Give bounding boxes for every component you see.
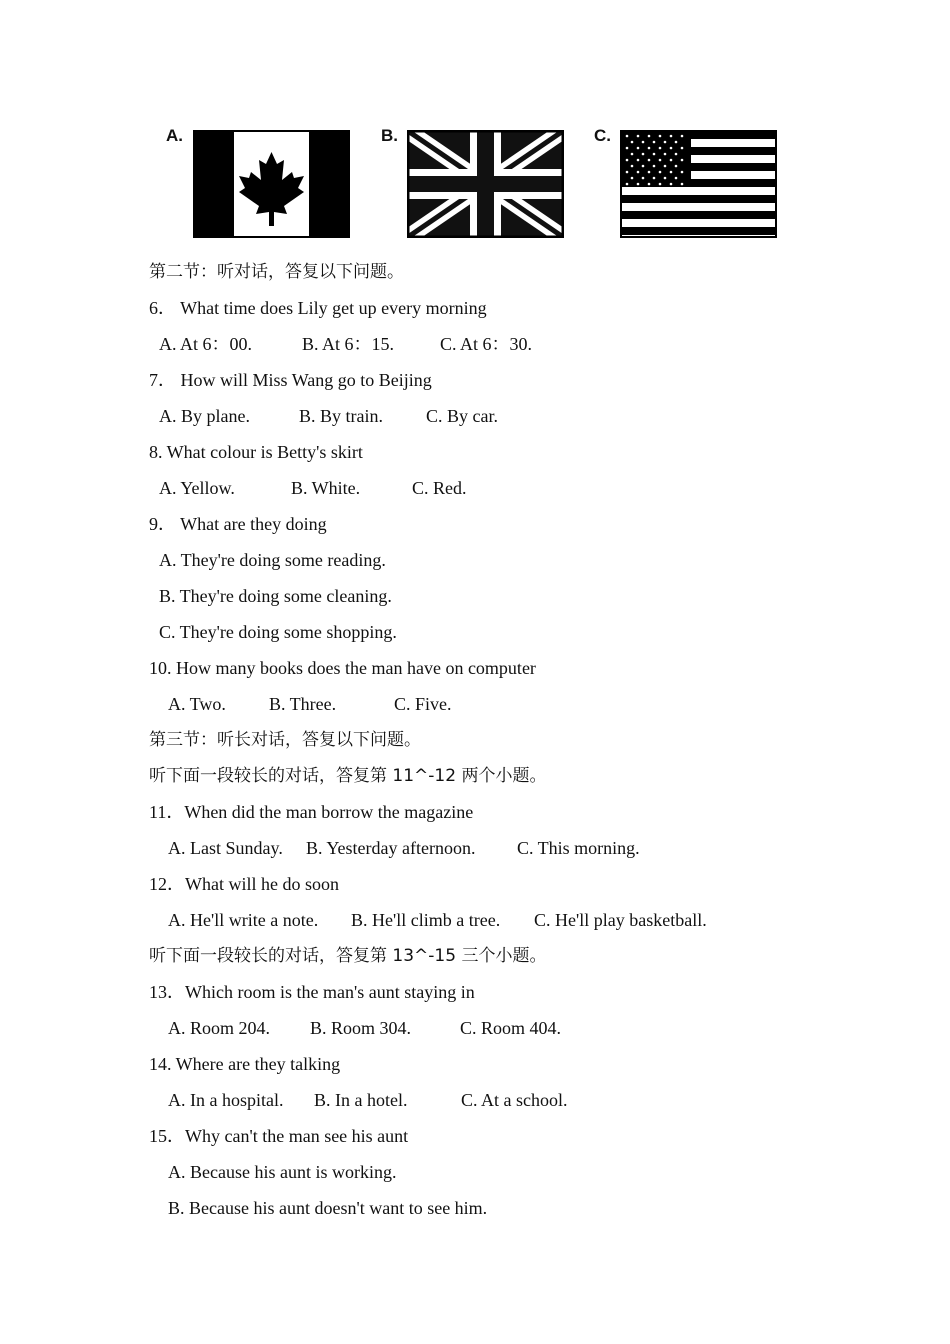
- option-b: B. Three.: [269, 694, 337, 714]
- question-text: 9． What are they doing: [149, 514, 327, 534]
- option-b: B. By train.: [299, 406, 383, 426]
- option-b: B. In a hotel.: [314, 1090, 408, 1110]
- question-text: 15．Why can't the man see his aunt: [149, 1126, 409, 1146]
- options-row: [149, 1014, 909, 1050]
- flag-options: [0, 0, 950, 250]
- option-a: A. They're doing some reading.: [159, 550, 386, 570]
- option-a: A. He'll write a note.: [168, 910, 319, 930]
- option-c: C. Red.: [412, 478, 467, 498]
- options-row: [149, 834, 909, 870]
- option-a: A. In a hospital.: [168, 1090, 284, 1110]
- flag-letter-b: B.: [381, 126, 398, 145]
- question-text: 8. What colour is Betty's skirt: [149, 442, 363, 462]
- option-c: C. Room 404.: [460, 1018, 562, 1038]
- option-c: C. At a school.: [461, 1090, 568, 1110]
- question-text: 6． What time does Lily get up every morning: [149, 298, 487, 318]
- section-heading: 第三节：听长对话，答复以下问题。: [149, 730, 421, 750]
- option-c: C. Five.: [394, 694, 452, 714]
- option-b: B. Because his aunt doesn't want to see him.: [168, 1198, 488, 1218]
- question-text: 13．Which room is the man's aunt staying in: [149, 982, 475, 1002]
- question-text: 12．What will he do soon: [149, 874, 339, 894]
- uk-flag-icon: [407, 130, 564, 238]
- flag-letter-c: C.: [594, 126, 611, 145]
- option-c: C. This morning.: [517, 838, 640, 858]
- options-row: [149, 330, 909, 366]
- dialog-instruction: 听下面一段较长的对话，答复第 13^-15 三个小题。: [149, 946, 547, 966]
- option-a: A. Because his aunt is working.: [168, 1162, 397, 1182]
- dialog-instruction: 听下面一段较长的对话，答复第 11^-12 两个小题。: [149, 766, 547, 786]
- option-b: B. Room 304.: [310, 1018, 412, 1038]
- option-b: B. He'll climb a tree.: [351, 910, 501, 930]
- options-row: [149, 906, 909, 942]
- option-c: C. At 6：30.: [440, 334, 533, 354]
- usa-flag-icon: [620, 130, 777, 238]
- section-heading: 第二节：听对话，答复以下问题。: [149, 262, 404, 282]
- option-a: A. Yellow.: [159, 478, 235, 498]
- option-c: C. They're doing some shopping.: [159, 622, 397, 642]
- options-row: [149, 402, 909, 438]
- option-a: A. Last Sunday.: [168, 838, 283, 858]
- options-row: [149, 690, 909, 726]
- option-a: A. By plane.: [159, 406, 250, 426]
- question-content: [149, 258, 909, 1230]
- canada-flag-icon: [193, 130, 350, 238]
- question-text: 10. How many books does the man have on computer: [149, 658, 536, 678]
- option-a: A. At 6：00.: [159, 334, 253, 354]
- option-c: C. He'll play basketball.: [534, 910, 707, 930]
- options-row: [149, 1086, 909, 1122]
- question-text: 14. Where are they talking: [149, 1054, 341, 1074]
- option-b: B. They're doing some cleaning.: [159, 586, 392, 606]
- question-text: 7． How will Miss Wang go to Beijing: [149, 370, 432, 390]
- options-row: [149, 474, 909, 510]
- option-b: B. Yesterday afternoon.: [306, 838, 476, 858]
- option-b: B. At 6：15.: [302, 334, 395, 354]
- option-b: B. White.: [291, 478, 361, 498]
- option-a: A. Two.: [168, 694, 226, 714]
- flag-letter-a: A.: [166, 126, 183, 145]
- question-text: 11．When did the man borrow the magazine: [149, 802, 474, 822]
- option-c: C. By car.: [426, 406, 498, 426]
- option-a: A. Room 204.: [168, 1018, 271, 1038]
